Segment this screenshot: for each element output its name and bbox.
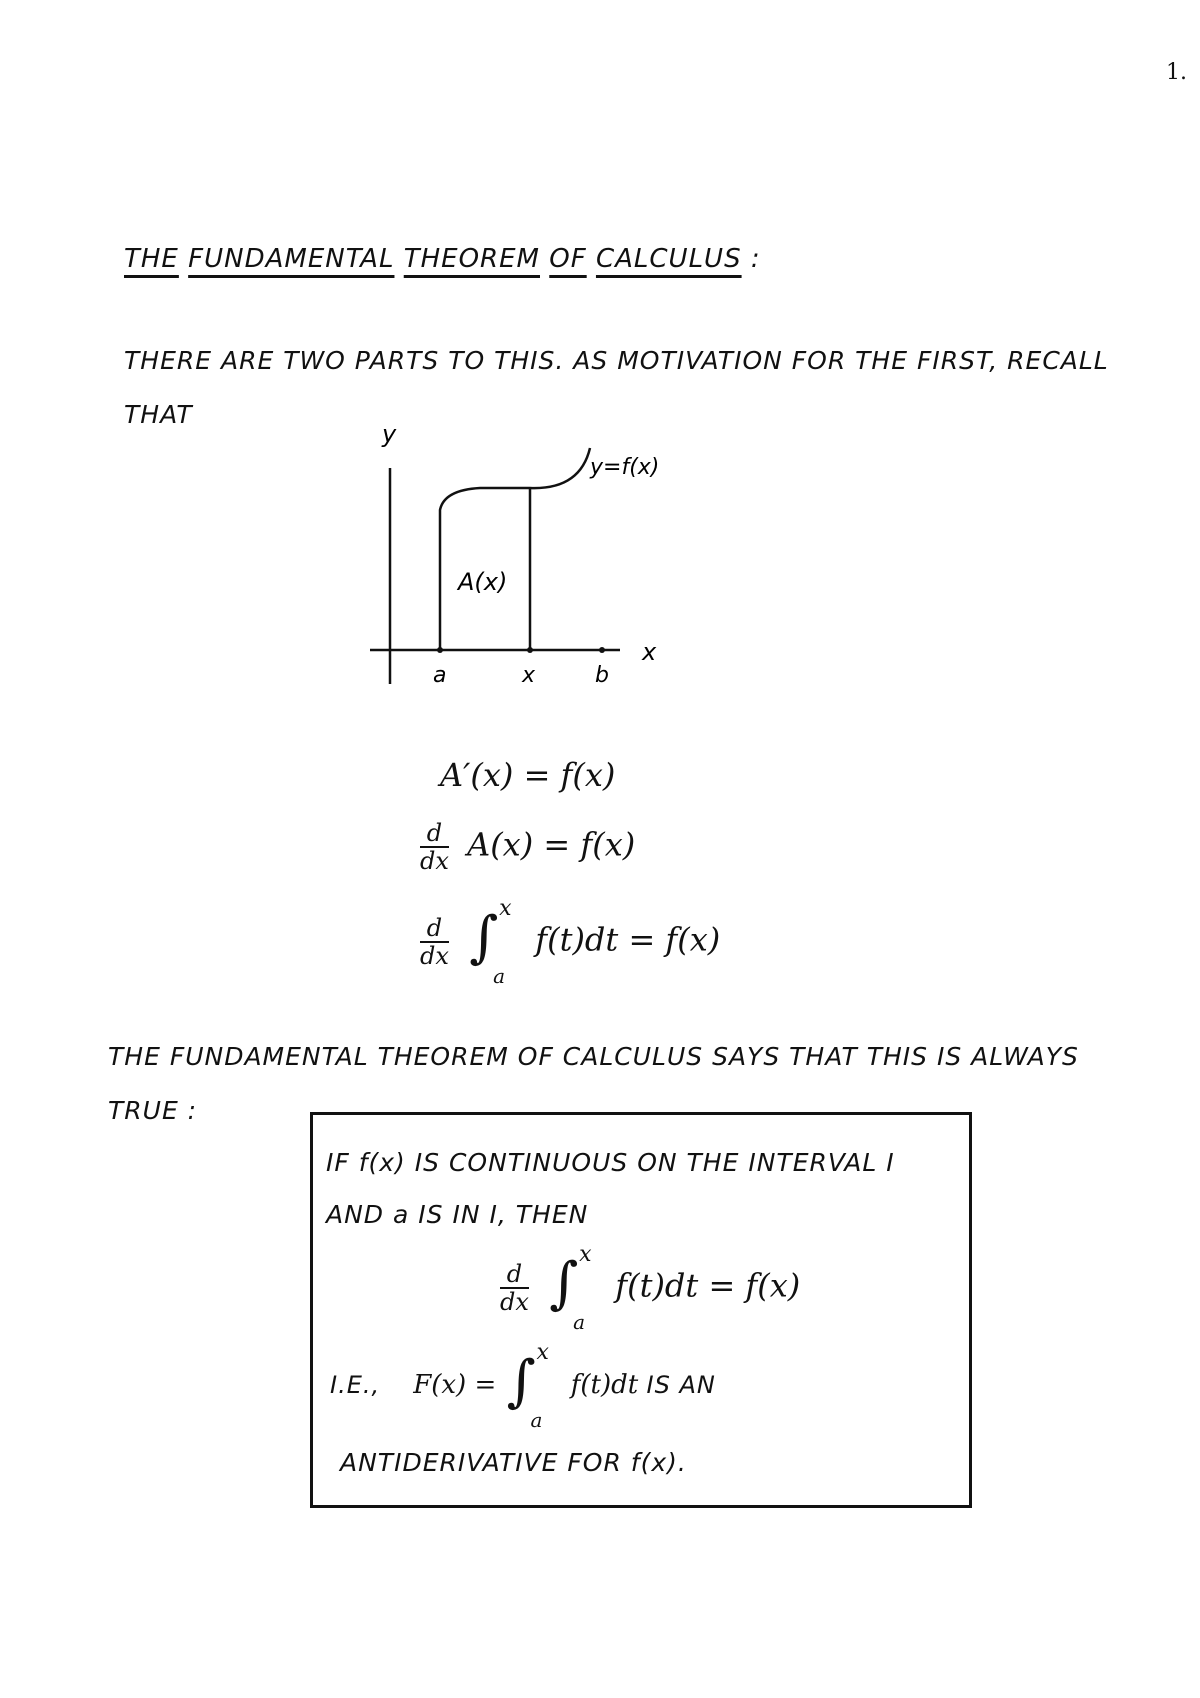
ie-upper-limit: x bbox=[536, 1340, 549, 1365]
ie-lower-limit: a bbox=[530, 1408, 543, 1432]
theorem-line-1: IF f(x) IS CONTINUOUS ON THE INTERVAL I bbox=[326, 1148, 895, 1177]
theorem-integrand: f(t)dt bbox=[615, 1266, 699, 1305]
eq3-equals: = bbox=[628, 920, 656, 959]
area-graph bbox=[340, 410, 680, 700]
eq1-rhs: f(x) bbox=[560, 756, 616, 794]
theorem-derivative-operator bbox=[500, 1261, 529, 1315]
page-number: 1. bbox=[1166, 60, 1187, 85]
statement-line-1: THE FUNDAMENTAL THEOREM OF CALCULUS SAYS THAT THIS IS ALWAYS bbox=[108, 1042, 1079, 1071]
title-word-fundamental: FUNDAMENTAL bbox=[188, 244, 395, 274]
y-axis-label: y bbox=[382, 420, 397, 448]
theorem-upper-limit: x bbox=[579, 1242, 592, 1267]
ie-integral bbox=[505, 1340, 559, 1432]
eq2-dx: dx bbox=[420, 847, 449, 875]
eq2-rhs: f(x) bbox=[580, 825, 636, 864]
eq3-upper-limit: x bbox=[499, 896, 512, 921]
theorem-d: d bbox=[500, 1261, 529, 1289]
page-title bbox=[124, 244, 761, 274]
title-word-theorem: THEOREM bbox=[403, 244, 540, 274]
title-word-calculus: CALCULUS bbox=[595, 244, 742, 274]
eq3-lower-limit: a bbox=[493, 964, 506, 988]
curve-label: y=f(x) bbox=[590, 455, 660, 480]
theorem-final-line: ANTIDERIVATIVE FOR f(x). bbox=[340, 1448, 687, 1477]
ie-integral-sign: ∫ bbox=[506, 1349, 536, 1414]
eq2-equals: = bbox=[543, 825, 571, 864]
title-word-the: THE bbox=[124, 244, 179, 274]
intro-line-2: THAT bbox=[124, 400, 193, 429]
x-axis-label: x bbox=[642, 638, 657, 666]
theorem-rhs: f(x) bbox=[745, 1266, 801, 1305]
theorem-dx: dx bbox=[500, 1288, 529, 1316]
eq2-derivative-operator bbox=[420, 820, 449, 874]
eq2-d: d bbox=[420, 820, 449, 848]
title-colon: : bbox=[750, 244, 761, 274]
tick-label-x: x bbox=[522, 663, 536, 688]
area-label: A(x) bbox=[458, 568, 508, 596]
theorem-ie-line bbox=[330, 1340, 716, 1432]
ie-suffix: IS AN bbox=[646, 1371, 716, 1399]
statement-line-2: TRUE : bbox=[108, 1096, 198, 1125]
eq3-integrand: f(t)dt bbox=[535, 920, 619, 959]
eq3-d: d bbox=[420, 915, 449, 943]
eq3-dx: dx bbox=[420, 942, 449, 970]
eq3-integral bbox=[467, 896, 521, 988]
tick-label-b: b bbox=[595, 663, 609, 688]
tick-label-a: a bbox=[433, 663, 447, 688]
point-a bbox=[437, 647, 443, 653]
theorem-line-2: AND a IS IN I, THEN bbox=[326, 1200, 589, 1229]
eq3-integral-sign: ∫ bbox=[469, 905, 499, 970]
point-b bbox=[599, 647, 605, 653]
ie-lhs: F(x) = bbox=[413, 1370, 497, 1400]
ie-integrand: f(t)dt bbox=[570, 1370, 639, 1400]
equation-1 bbox=[440, 756, 615, 794]
equation-3 bbox=[420, 896, 721, 988]
intro-line-1: THERE ARE TWO PARTS TO THIS. AS MOTIVATION FOR THE FIRST, RECALL bbox=[124, 346, 1109, 375]
theorem-equals: = bbox=[708, 1266, 736, 1305]
eq2-lhs: A(x) bbox=[467, 825, 534, 864]
ie-prefix: I.E., bbox=[330, 1371, 381, 1399]
eq3-derivative-operator bbox=[420, 915, 449, 969]
title-word-of: OF bbox=[549, 244, 587, 274]
eq1-equals: = bbox=[523, 756, 551, 794]
theorem-equation bbox=[500, 1242, 801, 1334]
equation-2 bbox=[420, 820, 635, 874]
theorem-lower-limit: a bbox=[573, 1310, 586, 1334]
curve-f bbox=[440, 448, 590, 650]
theorem-integral-sign: ∫ bbox=[549, 1251, 579, 1316]
theorem-integral bbox=[547, 1242, 601, 1334]
eq3-rhs: f(x) bbox=[665, 920, 721, 959]
eq1-lhs: A′(x) bbox=[440, 756, 514, 794]
point-x bbox=[527, 647, 533, 653]
